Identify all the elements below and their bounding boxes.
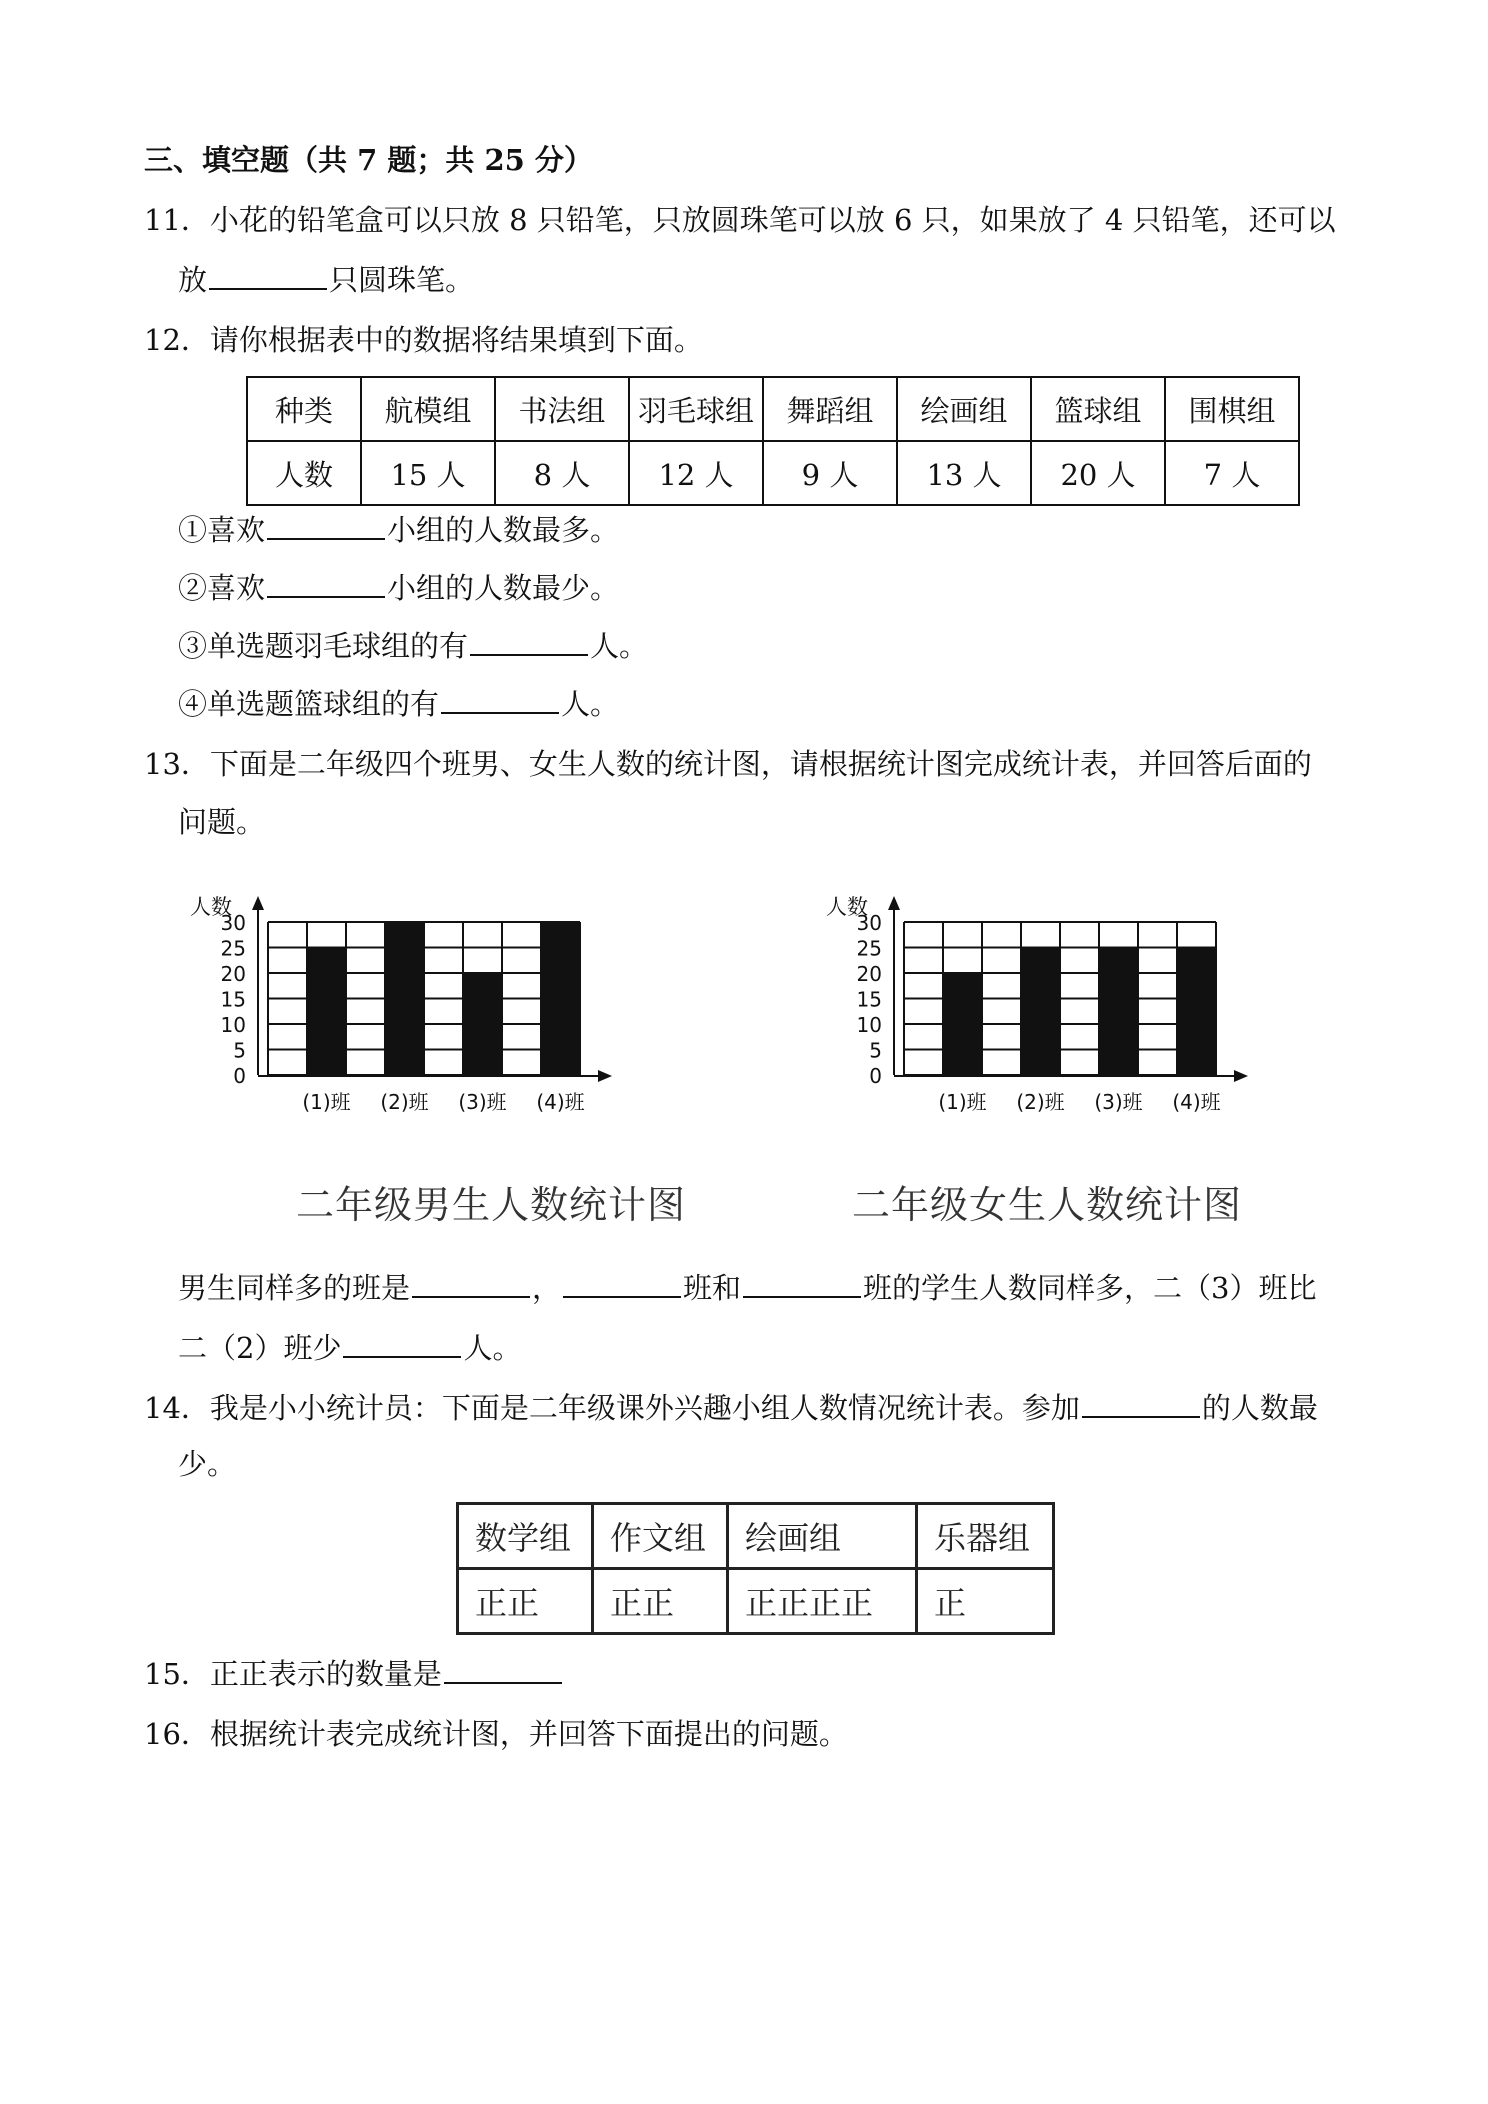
table-cell: 正正正正 xyxy=(728,1569,917,1634)
q12-sub4-blank[interactable] xyxy=(441,684,559,714)
x-tick-label: (4)班 xyxy=(536,1090,585,1114)
table-cell: 绘画组 xyxy=(728,1504,917,1569)
q15 xyxy=(144,1654,564,1692)
y-tick-label: 30 xyxy=(220,911,246,935)
y-tick-label: 0 xyxy=(233,1064,246,1088)
table-cell: 数学组 xyxy=(458,1504,593,1569)
x-tick-label: (2)班 xyxy=(1016,1090,1065,1114)
q12-sub3-text-b: 人。 xyxy=(590,629,649,663)
q12-table-data-row xyxy=(247,441,1299,505)
table-cell: 正正 xyxy=(593,1569,728,1634)
q13-line2: 问题。 xyxy=(178,805,266,839)
y-tick-label: 5 xyxy=(233,1038,246,1063)
q14-text-a: 14．我是小小统计员：下面是二年级课外兴趣小组人数情况统计表。参加 xyxy=(144,1391,1080,1425)
table-cell: 航模组 xyxy=(361,377,495,441)
q13-blank-3[interactable] xyxy=(743,1268,861,1298)
q14-tally-table xyxy=(456,1502,1055,1635)
table-cell: 15 人 xyxy=(361,441,495,505)
table-cell: 篮球组 xyxy=(1031,377,1165,441)
section-title: 三、填空题（共 7 题；共 25 分） xyxy=(144,143,593,177)
y-tick-label: 25 xyxy=(220,936,246,961)
q13-text-a: 男生同样多的班是 xyxy=(178,1271,411,1305)
y-tick-label: 0 xyxy=(869,1064,882,1088)
table-cell: 种类 xyxy=(247,377,361,441)
q12-sub2-blank[interactable] xyxy=(267,568,385,598)
q12-sub3-text-a: ③单选题羽毛球组的有 xyxy=(178,629,469,663)
table-cell: 舞蹈组 xyxy=(763,377,897,441)
q12-sub1-text-a: ①喜欢 xyxy=(178,513,266,547)
q12-sub1-blank[interactable] xyxy=(267,510,385,540)
q12-sub2 xyxy=(178,568,619,606)
x-tick-label: (3)班 xyxy=(458,1090,507,1114)
q13-blank-2[interactable] xyxy=(563,1268,681,1298)
boys-bar-chart xyxy=(186,892,656,1132)
table-cell: 围棋组 xyxy=(1165,377,1299,441)
y-tick-label: 5 xyxy=(869,1038,882,1063)
q14-line2: 少。 xyxy=(178,1447,237,1481)
y-tick-label: 15 xyxy=(856,987,882,1012)
table-cell: 人数 xyxy=(247,441,361,505)
q11-line2 xyxy=(178,260,474,298)
table-cell: 羽毛球组 xyxy=(629,377,763,441)
table-cell: 正 xyxy=(917,1569,1054,1634)
q12-sub3-blank[interactable] xyxy=(470,626,588,656)
x-tick-label: (4)班 xyxy=(1172,1090,1221,1114)
y-axis-label: 人数 xyxy=(826,895,868,919)
girls-bar-chart xyxy=(822,892,1312,1132)
x-tick-label: (1)班 xyxy=(938,1090,987,1114)
y-axis-label: 人数 xyxy=(190,895,232,919)
q12-sub1 xyxy=(178,510,619,548)
x-tick-label: (2)班 xyxy=(380,1090,429,1114)
y-tick-label: 10 xyxy=(220,1013,246,1037)
q12-table-header-row xyxy=(247,377,1299,441)
q13-text-d: 班的学生人数同样多，二（3）班比 xyxy=(863,1271,1317,1305)
q12-sub2-text-b: 小组的人数最少。 xyxy=(387,571,620,605)
q14-text-b: 的人数最 xyxy=(1201,1391,1318,1425)
y-tick-label: 20 xyxy=(856,962,882,986)
q12-stem: 12．请你根据表中的数据将结果填到下面。 xyxy=(144,323,703,357)
x-tick-label: (1)班 xyxy=(302,1090,351,1114)
q16: 16．根据统计表完成统计图，并回答下面提出的问题。 xyxy=(144,1717,848,1751)
q12-sub1-text-b: 小组的人数最多。 xyxy=(387,513,620,547)
table-cell: 书法组 xyxy=(495,377,629,441)
q13-answer-line1 xyxy=(178,1268,1317,1306)
table-cell: 20 人 xyxy=(1031,441,1165,505)
q13-line1: 13．下面是二年级四个班男、女生人数的统计图，请根据统计图完成统计表，并回答后面的 xyxy=(144,747,1312,781)
bar xyxy=(307,948,346,1076)
q13-blank-4[interactable] xyxy=(343,1328,461,1358)
q13-answer-line2 xyxy=(178,1328,521,1366)
table-cell: 13 人 xyxy=(897,441,1031,505)
q15-text: 15．正正表示的数量是 xyxy=(144,1657,442,1691)
y-tick-label: 30 xyxy=(856,911,882,935)
q14-table-header-row xyxy=(458,1504,1054,1569)
q12-table xyxy=(246,376,1300,506)
y-axis-arrow xyxy=(252,896,264,910)
q13-text-e: 二（2）班少 xyxy=(178,1331,342,1365)
q12-sub2-text-a: ②喜欢 xyxy=(178,571,266,605)
q14-table-data-row xyxy=(458,1569,1054,1634)
x-axis-arrow xyxy=(598,1070,612,1082)
table-cell: 乐器组 xyxy=(917,1504,1054,1569)
q11-text-b: 只圆珠笔。 xyxy=(329,263,475,297)
table-cell: 绘画组 xyxy=(897,377,1031,441)
q12-sub3 xyxy=(178,626,648,664)
q12-sub4-text-a: ④单选题篮球组的有 xyxy=(178,687,440,721)
y-tick-label: 15 xyxy=(220,987,246,1012)
q14-blank[interactable] xyxy=(1082,1388,1200,1418)
table-cell: 9 人 xyxy=(763,441,897,505)
q11-text-a: 放 xyxy=(178,263,208,297)
y-tick-label: 10 xyxy=(856,1013,882,1037)
bar xyxy=(1021,948,1060,1076)
q13-text-b: ， xyxy=(532,1271,562,1305)
table-cell: 作文组 xyxy=(593,1504,728,1569)
table-cell: 正正 xyxy=(458,1569,593,1634)
bar xyxy=(1099,948,1138,1076)
q13-blank-1[interactable] xyxy=(412,1268,530,1298)
q11-line1: 11．小花的铅笔盒可以只放 8 只铅笔，只放圆珠笔可以放 6 只，如果放了 4 只铅笔，还可以 xyxy=(144,203,1336,237)
table-cell: 7 人 xyxy=(1165,441,1299,505)
x-tick-label: (3)班 xyxy=(1094,1090,1143,1114)
q13-text-f: 人。 xyxy=(463,1331,522,1365)
x-axis-arrow xyxy=(1234,1070,1248,1082)
q15-blank[interactable] xyxy=(444,1654,562,1684)
table-cell: 12 人 xyxy=(629,441,763,505)
boys-chart-title: 二年级男生人数统计图 xyxy=(296,1183,687,1227)
y-tick-label: 25 xyxy=(856,936,882,961)
table-cell: 8 人 xyxy=(495,441,629,505)
q13-text-c: 班和 xyxy=(683,1271,742,1305)
q14-line1 xyxy=(144,1388,1318,1426)
y-tick-label: 20 xyxy=(220,962,246,986)
girls-chart-title: 二年级女生人数统计图 xyxy=(852,1183,1243,1227)
bar xyxy=(1177,948,1216,1076)
y-axis-arrow xyxy=(888,896,900,910)
q12-sub4-text-b: 人。 xyxy=(561,687,620,721)
q12-sub4 xyxy=(178,684,619,722)
q11-answer-blank[interactable] xyxy=(209,260,327,290)
